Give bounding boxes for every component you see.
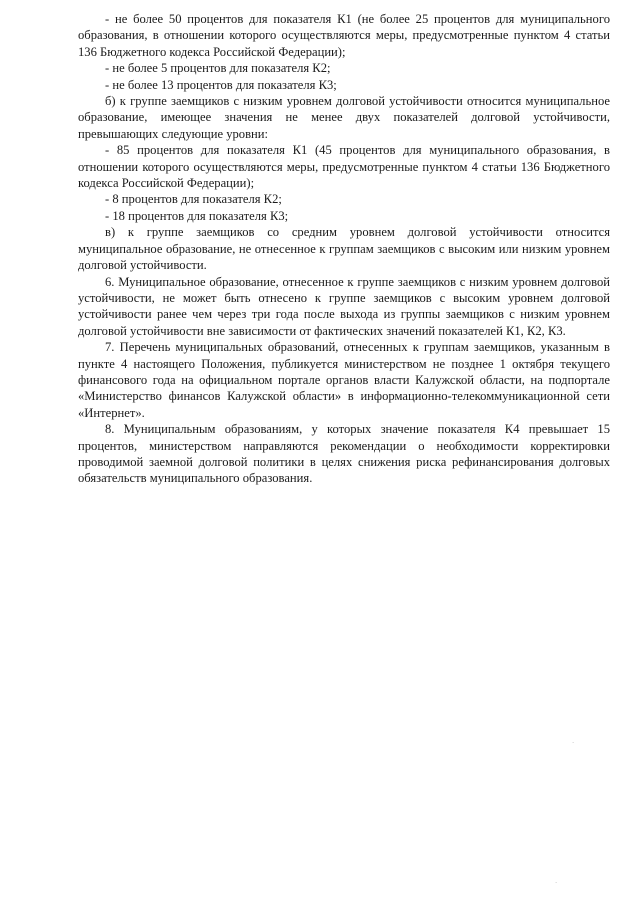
paragraph-8: 8. Муниципальным образованиям, у которых значение показателя К4 превышает 15 процентов, министерством направляются рекомендации о необходимости корректировки проводимой заемной долговой политики в целях снижения риска рефинансирования долговых обязательств муниципального образования. bbox=[78, 422, 610, 486]
paragraph-6: 6. Муниципальное образование, отнесенное к группе заемщиков с низким уровнем долговой устойчивости, не может быть отнесено к группе заемщиков с высоким уровнем долговой устойчивости ранее чем через три года после выхода из группы заемщиков с низким уровнем долговой устойчивости вне зависимости от фактических значений показателей К1, К2, К3. bbox=[78, 274, 610, 338]
paragraph-medium-stability: в) к группе заемщиков со средним уровнем долговой устойчивости относится муниципальное образование, не отнесенное к группам заемщиков с высоким или низким уровнем долговой устойчивости. bbox=[78, 225, 610, 273]
list-item-k1-low: - 85 процентов для показателя К1 (45 процентов для муниципального образования, в отношении которого осуществляются меры, предусмотренные пунктом 4 статьи 136 Бюджетного кодекса Российской Федерации); bbox=[78, 143, 610, 191]
list-item-k2-high: - не более 5 процентов для показателя К2; bbox=[105, 61, 331, 76]
scan-speck: . bbox=[572, 737, 575, 745]
list-item-k3-high: - не более 13 процентов для показателя К3; bbox=[105, 77, 337, 92]
list-item-k1-high: - не более 50 процентов для показателя К1 (не более 25 процентов для муниципального образования, в отношении которого осуществляются меры, предусмотренные пунктом 4 статьи 136 Бюджетного кодекса Российской Федерации); bbox=[78, 12, 610, 59]
list-item-k3-low: - 18 процентов для показателя К3; bbox=[105, 208, 289, 223]
list-item-k2-low: - 8 процентов для показателя К2; bbox=[105, 192, 282, 207]
paragraph-7: 7. Перечень муниципальных образований, отнесенных к группам заемщиков, указанным в пункте 4 настоящего Положения, публикуется министерством не позднее 1 октября текущего финансового года на официальном портале органов власти Калужской области, на подпортале «Министерство финансов Калужской области» в информационно-телекоммуникационной сети «Интернет». bbox=[78, 340, 610, 420]
paragraph-low-stability: б) к группе заемщиков с низким уровнем долговой устойчивости относится муниципальное образование, имеющее значения не менее двух показателей долговой устойчивости, превышающих следующие уровни: bbox=[78, 94, 610, 141]
document-page bbox=[78, 11, 610, 487]
scan-speck: . bbox=[555, 877, 558, 885]
